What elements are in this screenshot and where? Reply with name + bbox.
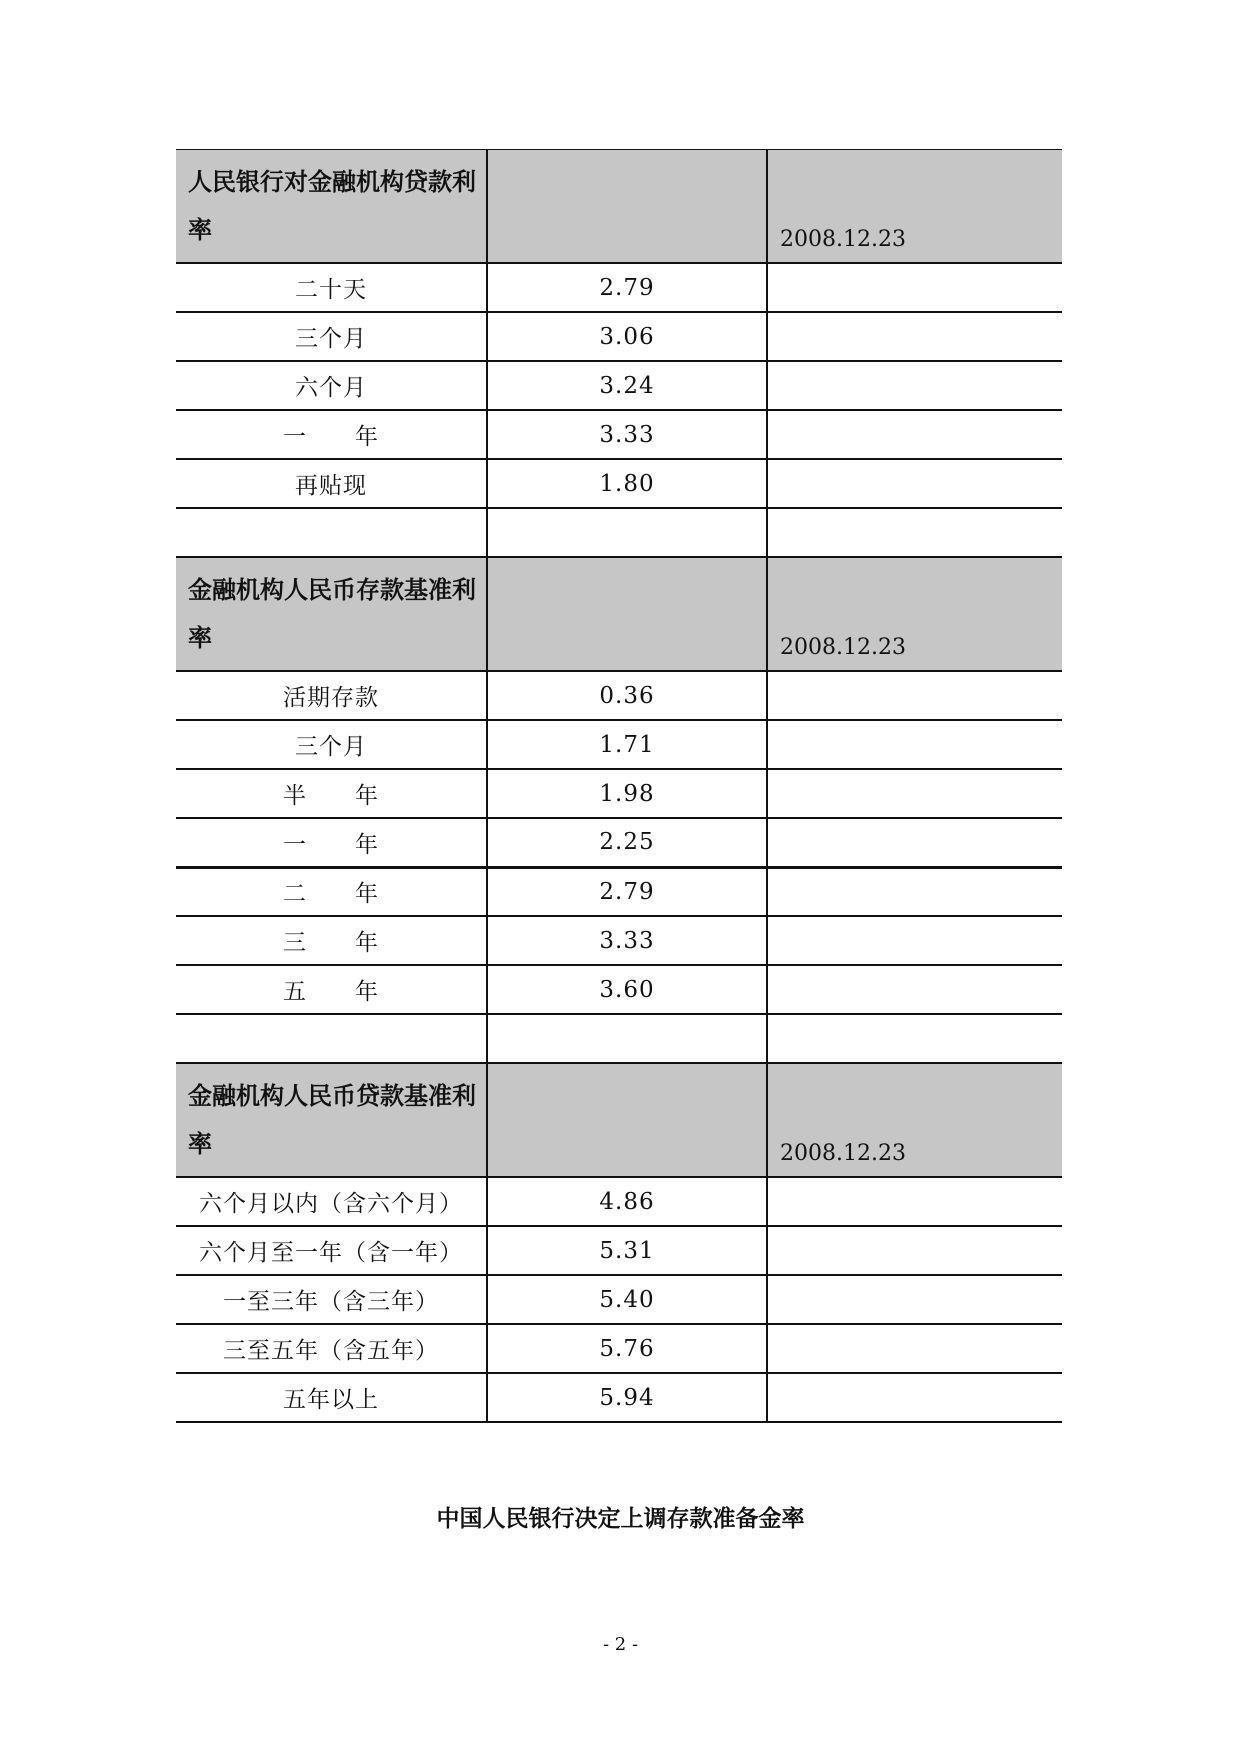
- term-cell: 半 年: [176, 769, 487, 818]
- rate-cell: 3.60: [487, 965, 767, 1014]
- empty-cell: [767, 1275, 1062, 1324]
- table-row: [176, 459, 1062, 508]
- term-cell: 五 年: [176, 965, 487, 1014]
- effective-date: 2008.12.23: [767, 150, 1062, 264]
- empty-cell: [767, 916, 1062, 965]
- table-row: [176, 965, 1062, 1014]
- empty-cell: [767, 1177, 1062, 1226]
- empty-cell: [767, 1373, 1062, 1422]
- section-title: 金融机构人民币贷款基准利率: [176, 1063, 487, 1177]
- empty-cell: [487, 1063, 767, 1177]
- empty-cell: [767, 361, 1062, 410]
- table-row: [176, 361, 1062, 410]
- rate-cell: 4.86: [487, 1177, 767, 1226]
- rate-cell: 3.33: [487, 410, 767, 459]
- section-heading: 中国人民银行决定上调存款准备金率: [436, 1506, 805, 1532]
- table-row: [176, 720, 1062, 769]
- empty-cell: [487, 150, 767, 264]
- table-row: [176, 1275, 1062, 1324]
- rate-cell: 5.94: [487, 1373, 767, 1422]
- table-row: [176, 1324, 1062, 1373]
- term-cell: 再贴现: [176, 459, 487, 508]
- empty-cell: [767, 867, 1062, 916]
- table-row: [176, 769, 1062, 818]
- section-header-deposit: [176, 557, 1062, 671]
- empty-cell: [767, 1014, 1062, 1063]
- term-cell: 二 年: [176, 867, 487, 916]
- term-cell: 六个月至一年（含一年）: [176, 1226, 487, 1275]
- term-cell: 三个月: [176, 312, 487, 361]
- empty-cell: [767, 312, 1062, 361]
- table-row: [176, 312, 1062, 361]
- rate-cell: 2.79: [487, 867, 767, 916]
- effective-date: 2008.12.23: [767, 1063, 1062, 1177]
- table-row: [176, 916, 1062, 965]
- empty-cell: [176, 508, 487, 557]
- rate-cell: 2.79: [487, 263, 767, 312]
- empty-cell: [767, 671, 1062, 720]
- term-cell: 三个月: [176, 720, 487, 769]
- term-cell: 六个月: [176, 361, 487, 410]
- empty-cell: [767, 1226, 1062, 1275]
- empty-cell: [767, 263, 1062, 312]
- term-cell: 五年以上: [176, 1373, 487, 1422]
- rate-cell: 3.06: [487, 312, 767, 361]
- rate-cell: 3.24: [487, 361, 767, 410]
- empty-cell: [767, 459, 1062, 508]
- empty-cell: [767, 1324, 1062, 1373]
- table-row: [176, 818, 1062, 867]
- empty-cell: [767, 720, 1062, 769]
- term-cell: 一 年: [176, 410, 487, 459]
- rate-cell: 5.31: [487, 1226, 767, 1275]
- table-row: [176, 1373, 1062, 1422]
- section-title: 人民银行对金融机构贷款利率: [176, 150, 487, 264]
- term-cell: 六个月以内（含六个月）: [176, 1177, 487, 1226]
- section-header-loan: [176, 1063, 1062, 1177]
- term-cell: 一 年: [176, 818, 487, 867]
- spacer-row: [176, 508, 1062, 557]
- table-row: [176, 1226, 1062, 1275]
- empty-cell: [767, 410, 1062, 459]
- empty-cell: [487, 1014, 767, 1063]
- table-row: [176, 671, 1062, 720]
- rate-cell: 3.33: [487, 916, 767, 965]
- rate-cell: 0.36: [487, 671, 767, 720]
- table-row: [176, 263, 1062, 312]
- table-row: [176, 410, 1062, 459]
- empty-cell: [487, 557, 767, 671]
- rate-cell: 1.71: [487, 720, 767, 769]
- rate-cell: 1.80: [487, 459, 767, 508]
- spacer-row: [176, 1014, 1062, 1063]
- section-title: 金融机构人民币存款基准利率: [176, 557, 487, 671]
- term-cell: 一至三年（含三年）: [176, 1275, 487, 1324]
- term-cell: 三至五年（含五年）: [176, 1324, 487, 1373]
- empty-cell: [176, 1014, 487, 1063]
- effective-date: 2008.12.23: [767, 557, 1062, 671]
- empty-cell: [767, 818, 1062, 867]
- empty-cell: [767, 769, 1062, 818]
- empty-cell: [487, 508, 767, 557]
- table-row: [176, 1177, 1062, 1226]
- section-header-loan-to-fi: [176, 150, 1062, 264]
- term-cell: 活期存款: [176, 671, 487, 720]
- interest-rate-table: [176, 149, 1062, 1423]
- term-cell: 三 年: [176, 916, 487, 965]
- rate-cell: 1.98: [487, 769, 767, 818]
- empty-cell: [767, 508, 1062, 557]
- empty-cell: [767, 965, 1062, 1014]
- table-row: [176, 867, 1062, 916]
- rate-cell: 2.25: [487, 818, 767, 867]
- term-cell: 二十天: [176, 263, 487, 312]
- rate-cell: 5.76: [487, 1324, 767, 1373]
- rate-cell: 5.40: [487, 1275, 767, 1324]
- page-number: - 2 -: [602, 1634, 639, 1655]
